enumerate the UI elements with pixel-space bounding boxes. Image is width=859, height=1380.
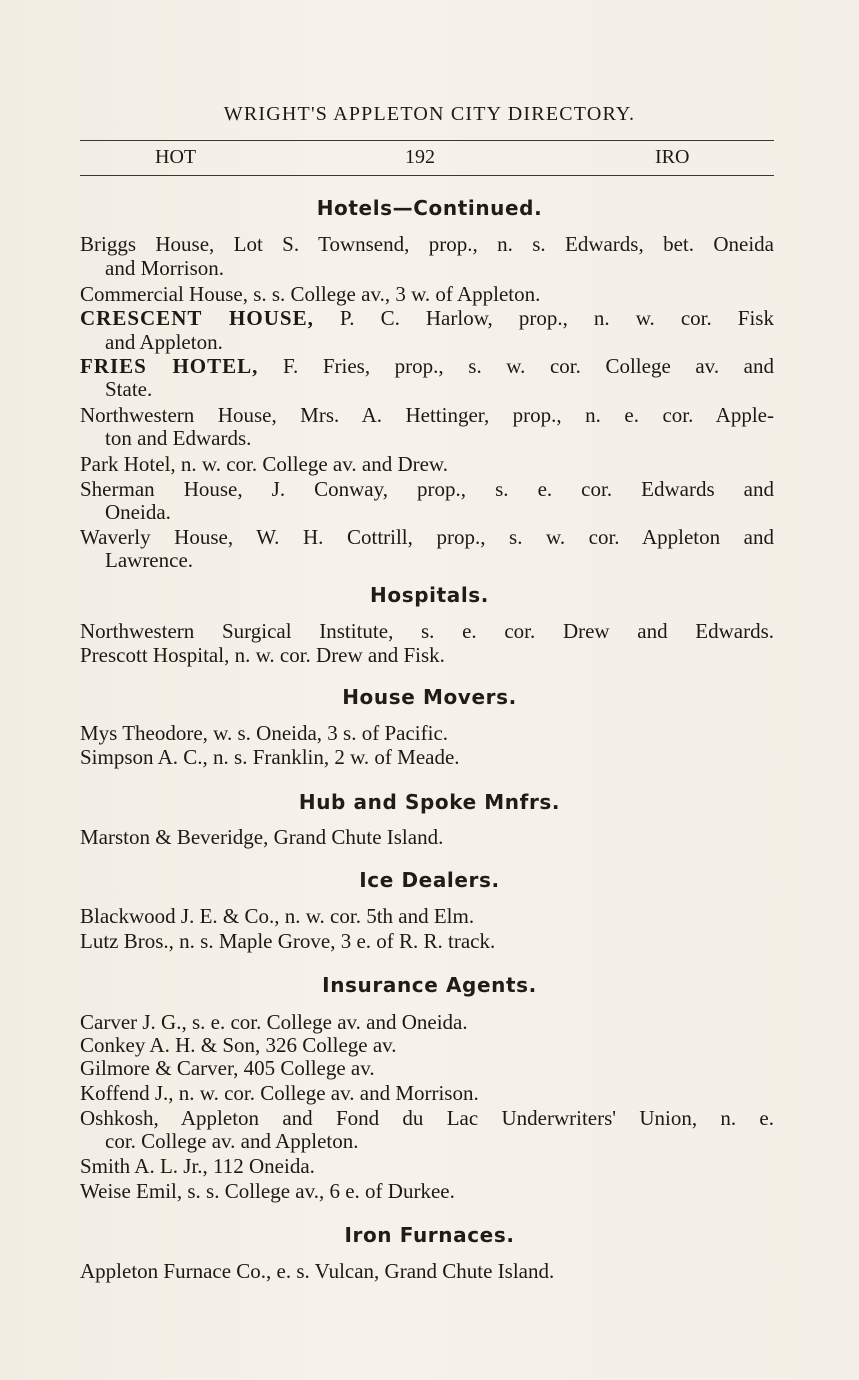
- entry-simpson: Simpson A. C., n. s. Franklin, 2 w. of Meade.: [80, 745, 460, 769]
- section-heading-ice-dealers: Ice Dealers.: [359, 868, 500, 892]
- entry-conkey: Conkey A. H. & Son, 326 College av.: [80, 1033, 397, 1057]
- entry-weise: Weise Emil, s. s. College av., 6 e. of Durkee.: [80, 1179, 455, 1203]
- entry-northwestern-house: Northwestern House, Mrs. A. Hettinger, prop., n. e. cor. Apple-: [80, 403, 774, 427]
- entry-commercial-house: Commercial House, s. s. College av., 3 w. of Appleton.: [80, 282, 541, 306]
- page-number: 192: [405, 146, 435, 168]
- guide-word-right: IRO: [655, 146, 690, 168]
- entry-fries-hotel-cont: State.: [105, 377, 153, 401]
- entry-crescent-house: [80, 306, 774, 330]
- entry-lutz-bros: Lutz Bros., n. s. Maple Grove, 3 e. of R. R. track.: [80, 929, 496, 953]
- fries-hotel-name: FRIES HOTEL,: [80, 354, 259, 378]
- entry-marston-beveridge: Marston & Beveridge, Grand Chute Island.: [80, 825, 444, 849]
- entry-crescent-house-cont: and Appleton.: [105, 330, 223, 354]
- entry-mys-theodore: Mys Theodore, w. s. Oneida, 3 s. of Pacific.: [80, 721, 449, 745]
- entry-northwestern-house-cont: ton and Edwards.: [105, 426, 252, 450]
- entry-park-hotel: Park Hotel, n. w. cor. College av. and Drew.: [80, 452, 448, 476]
- entry-waverly-house: Waverly House, W. H. Cottrill, prop., s. w. cor. Appleton and: [80, 525, 774, 549]
- guide-word-left: HOT: [155, 146, 197, 168]
- section-heading-hospitals: Hospitals.: [370, 583, 489, 607]
- entry-oshkosh-underwriters-cont: cor. College av. and Appleton.: [105, 1129, 359, 1153]
- page-header-title: WRIGHT'S APPLETON CITY DIRECTORY.: [223, 103, 636, 125]
- entry-northwestern-surgical: Northwestern Surgical Institute, s. e. cor. Drew and Edwards.: [80, 619, 774, 643]
- section-heading-insurance: Insurance Agents.: [322, 973, 537, 997]
- entry-blackwood: Blackwood J. E. & Co., n. w. cor. 5th and Elm.: [80, 904, 475, 928]
- entry-waverly-house-cont: Lawrence.: [105, 548, 194, 572]
- entry-oshkosh-underwriters: Oshkosh, Appleton and Fond du Lac Underwriters' Union, n. e.: [80, 1106, 774, 1130]
- entry-fries-hotel: [80, 354, 774, 378]
- section-heading-iron-furnaces: Iron Furnaces.: [344, 1223, 515, 1247]
- entry-briggs-house-cont: and Morrison.: [105, 256, 224, 280]
- fries-hotel-details: F. Fries, prop., s. w. cor. College av. and: [258, 354, 774, 378]
- entry-sherman-house-cont: Oneida.: [105, 500, 171, 524]
- section-heading-hub-spoke: Hub and Spoke Mnfrs.: [298, 790, 561, 814]
- guide-words-row: [0, 146, 859, 172]
- entry-appleton-furnace: Appleton Furnace Co., e. s. Vulcan, Grand Chute Island.: [80, 1259, 555, 1283]
- section-heading-hotels: Hotels—Continued.: [316, 196, 543, 220]
- header-rule-bottom: [80, 175, 774, 176]
- entry-sherman-house: Sherman House, J. Conway, prop., s. e. cor. Edwards and: [80, 477, 774, 501]
- section-heading-house-movers: House Movers.: [342, 685, 517, 709]
- entry-prescott-hospital: Prescott Hospital, n. w. cor. Drew and Fisk.: [80, 643, 445, 667]
- crescent-house-name: CRESCENT HOUSE,: [80, 306, 314, 330]
- entry-carver: Carver J. G., s. e. cor. College av. and Oneida.: [80, 1010, 468, 1034]
- header-rule-top: [80, 140, 774, 141]
- entry-smith: Smith A. L. Jr., 112 Oneida.: [80, 1154, 315, 1178]
- entry-briggs-house: Briggs House, Lot S. Townsend, prop., n. s. Edwards, bet. Oneida: [80, 232, 774, 256]
- entry-koffend: Koffend J., n. w. cor. College av. and Morrison.: [80, 1081, 479, 1105]
- entry-gilmore-carver: Gilmore & Carver, 405 College av.: [80, 1056, 375, 1080]
- crescent-house-details: P. C. Harlow, prop., n. w. cor. Fisk: [313, 306, 774, 330]
